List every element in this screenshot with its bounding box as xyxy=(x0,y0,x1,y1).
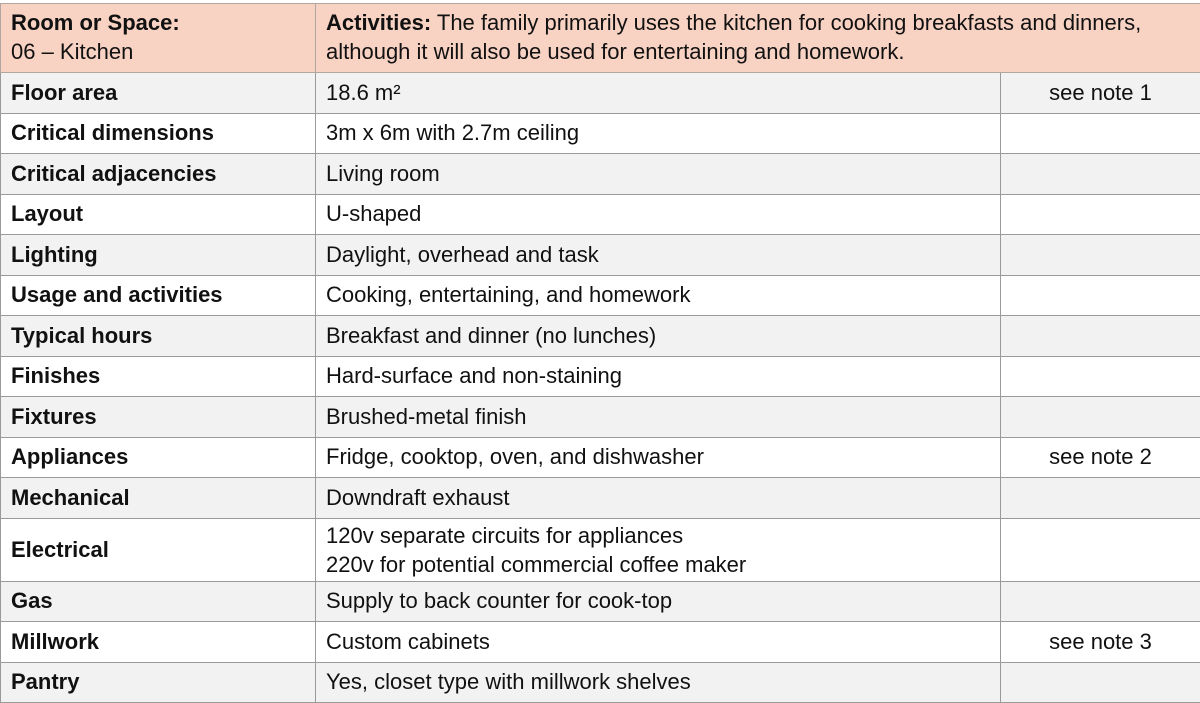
row-value: Brushed-metal finish xyxy=(316,397,1001,438)
table-row xyxy=(1,113,1200,154)
table-row xyxy=(1,622,1200,663)
row-note: see note 1 xyxy=(1001,73,1200,114)
row-note xyxy=(1001,581,1200,622)
row-value-line: 120v separate circuits for appliances xyxy=(326,521,990,550)
table-row xyxy=(1,397,1200,438)
table-row xyxy=(1,356,1200,397)
row-value: Hard-surface and non-staining xyxy=(316,356,1001,397)
row-note xyxy=(1001,275,1200,316)
row-note: see note 2 xyxy=(1001,437,1200,478)
room-data-sheet xyxy=(0,3,1200,703)
table-row xyxy=(1,478,1200,519)
row-note xyxy=(1001,235,1200,276)
row-note xyxy=(1001,518,1200,581)
row-value: U-shaped xyxy=(316,194,1001,235)
row-label: Critical adjacencies xyxy=(1,154,316,195)
table-row xyxy=(1,662,1200,703)
row-label: Mechanical xyxy=(1,478,316,519)
row-label: Usage and activities xyxy=(1,275,316,316)
table-row xyxy=(1,581,1200,622)
row-note xyxy=(1001,356,1200,397)
row-label: Layout xyxy=(1,194,316,235)
row-note xyxy=(1001,154,1200,195)
row-value: Breakfast and dinner (no lunches) xyxy=(316,316,1001,357)
room-data-table xyxy=(0,3,1200,703)
row-note xyxy=(1001,113,1200,154)
table-row xyxy=(1,235,1200,276)
row-note xyxy=(1001,194,1200,235)
row-label: Appliances xyxy=(1,437,316,478)
room-cell xyxy=(1,4,316,73)
row-note xyxy=(1001,662,1200,703)
table-row xyxy=(1,275,1200,316)
row-value: Yes, closet type with millwork shelves xyxy=(316,662,1001,703)
row-note: see note 3 xyxy=(1001,622,1200,663)
row-value xyxy=(316,518,1001,581)
row-note xyxy=(1001,397,1200,438)
table-row xyxy=(1,437,1200,478)
row-label: Fixtures xyxy=(1,397,316,438)
row-note xyxy=(1001,316,1200,357)
row-value: Living room xyxy=(316,154,1001,195)
table-row xyxy=(1,73,1200,114)
room-label: Room or Space: xyxy=(11,8,305,37)
activities-cell xyxy=(316,4,1200,73)
activities-label: Activities: xyxy=(326,10,431,35)
table-row xyxy=(1,316,1200,357)
row-value: Custom cabinets xyxy=(316,622,1001,663)
row-label: Finishes xyxy=(1,356,316,397)
row-label: Critical dimensions xyxy=(1,113,316,154)
row-value: 3m x 6m with 2.7m ceiling xyxy=(316,113,1001,154)
room-value: 06 – Kitchen xyxy=(11,37,305,66)
header-row xyxy=(1,4,1200,73)
row-label: Gas xyxy=(1,581,316,622)
row-label: Electrical xyxy=(1,518,316,581)
table-row xyxy=(1,154,1200,195)
activities-text: The family primarily uses the kitchen for cooking breakfasts and dinners, although it will also be used for entertaining and homework. xyxy=(326,10,1141,64)
row-label: Pantry xyxy=(1,662,316,703)
row-value: Downdraft exhaust xyxy=(316,478,1001,519)
row-note xyxy=(1001,478,1200,519)
row-value: Daylight, overhead and task xyxy=(316,235,1001,276)
row-value: Fridge, cooktop, oven, and dishwasher xyxy=(316,437,1001,478)
row-value: 18.6 m² xyxy=(316,73,1001,114)
row-value: Cooking, entertaining, and homework xyxy=(316,275,1001,316)
row-value: Supply to back counter for cook-top xyxy=(316,581,1001,622)
row-label: Typical hours xyxy=(1,316,316,357)
row-label: Lighting xyxy=(1,235,316,276)
row-label: Millwork xyxy=(1,622,316,663)
table-row xyxy=(1,194,1200,235)
table-row xyxy=(1,518,1200,581)
row-label: Floor area xyxy=(1,73,316,114)
row-value-line: 220v for potential commercial coffee maker xyxy=(326,550,990,579)
